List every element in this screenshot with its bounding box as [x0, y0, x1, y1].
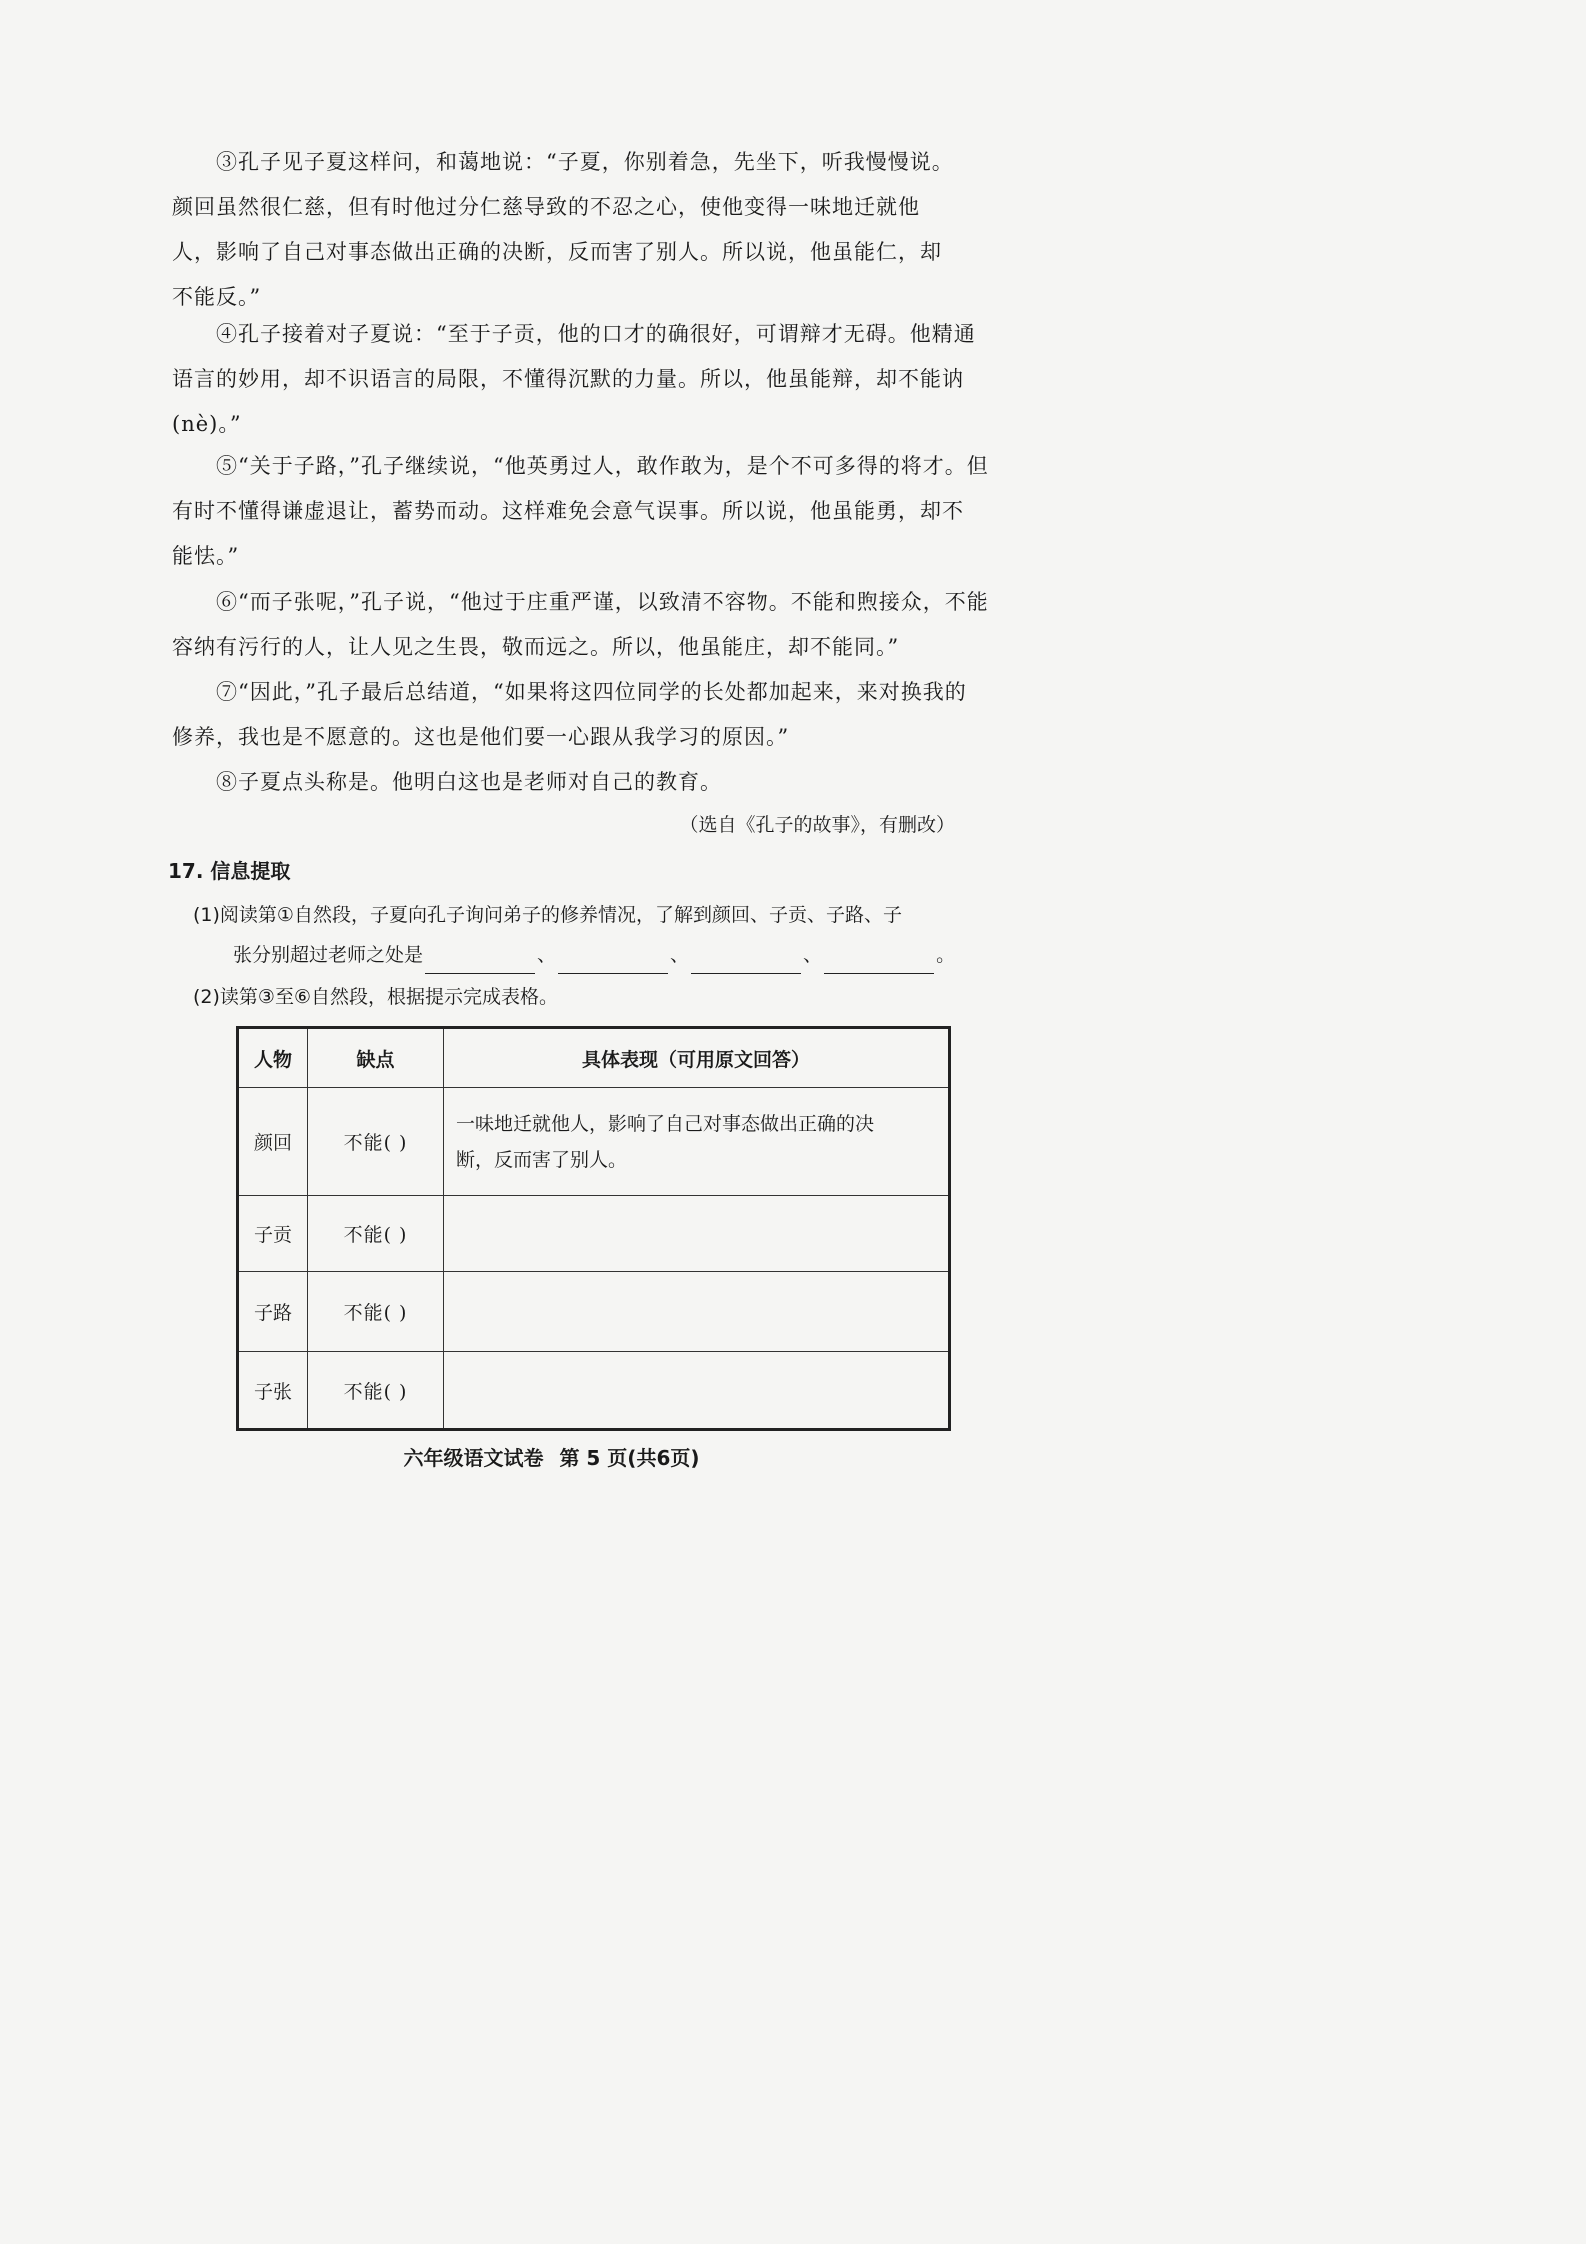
table-header-row: [238, 1028, 950, 1088]
question-2: (2)读第③至⑥自然段，根据提示完成表格。: [193, 986, 558, 1008]
flaw-cell[interactable]: 不能( ): [308, 1272, 444, 1352]
answer-blank-4[interactable]: [824, 949, 934, 974]
text-line: (nè)。”: [172, 412, 242, 436]
text-line: 有时不懂得谦虚退让，蓄势而动。这样难免会意气误事。所以说，他虽能勇，却不: [172, 499, 964, 523]
table-row: [238, 1272, 950, 1352]
exam-title: 六年级语文试卷: [403, 1446, 544, 1470]
person-cell: 子路: [238, 1272, 308, 1352]
separator: 、: [670, 944, 690, 966]
text-line: ③孔子见子夏这样问，和蔼地说：“子夏，你别着急，先坐下，听我慢慢说。: [216, 150, 954, 174]
text-line: 语言的妙用，却不识语言的局限，不懂得沉默的力量。所以，他虽能辩，却不能讷: [172, 367, 964, 391]
text-line: ④孔子接着对子夏说：“至于子贡，他的口才的确很好，可谓辩才无碍。他精通: [216, 322, 976, 346]
separator: 、: [537, 944, 557, 966]
detail-line: 一味地迁就他人，影响了自己对事态做出正确的决: [456, 1112, 875, 1135]
detail-cell[interactable]: [444, 1196, 950, 1272]
exam-page: [0, 0, 1103, 1561]
header-person: 人物: [238, 1028, 308, 1088]
detail-cell[interactable]: [444, 1272, 950, 1352]
detail-cell[interactable]: [444, 1352, 950, 1430]
page-number: 第 5 页(共6页): [559, 1446, 700, 1470]
table-row: [238, 1352, 950, 1430]
text-line: ⑦“因此，”孔子最后总结道，“如果将这四位同学的长处都加起来，来对换我的: [216, 680, 967, 704]
period: 。: [936, 944, 956, 966]
person-cell: 子贡: [238, 1196, 308, 1272]
question-1-line-1: (1)阅读第①自然段，子夏向孔子询问弟子的修养情况，了解到颜回、子贡、子路、子: [193, 904, 902, 926]
question-1-line-2: [233, 936, 1013, 974]
text-line: ⑧子夏点头称是。他明白这也是老师对自己的教育。: [216, 770, 722, 794]
paragraph-6: [172, 580, 989, 670]
paragraph-7: [172, 670, 967, 760]
table-row: [238, 1196, 950, 1272]
text-line: 人，影响了自己对事态做出正确的决断，反而害了别人。所以说，他虽能仁，却: [172, 240, 942, 264]
flaw-cell[interactable]: 不能( ): [308, 1352, 444, 1430]
answer-blank-3[interactable]: [691, 949, 801, 974]
text-line: 容纳有污行的人，让人见之生畏，敬而远之。所以，他虽能庄，却不能同。”: [172, 635, 900, 659]
text-line: 颜回虽然很仁慈，但有时他过分仁慈导致的不忍之心，使他变得一味地迁就他: [172, 195, 920, 219]
question-1-prefix: 张分别超过老师之处是: [233, 944, 424, 966]
detail-cell: [444, 1088, 950, 1196]
page-footer: [0, 1439, 1103, 1477]
header-detail: 具体表现（可用原文回答）: [444, 1028, 950, 1088]
answer-blank-1[interactable]: [425, 949, 535, 974]
table-row: [238, 1088, 950, 1196]
person-cell: 颜回: [238, 1088, 308, 1196]
answer-blank-2[interactable]: [558, 949, 668, 974]
separator: 、: [803, 944, 823, 966]
paragraph-3: [172, 140, 962, 320]
text-line: ⑤“关于子路，”孔子继续说，“他英勇过人，敢作敢为，是个不可多得的将才。但: [216, 454, 989, 478]
paragraph-4: [172, 312, 976, 447]
source-citation: （选自《孔子的故事》，有删改）: [679, 814, 955, 836]
text-line: 不能反。”: [172, 285, 262, 309]
answer-table: [236, 1026, 951, 1431]
flaw-cell[interactable]: 不能( ): [308, 1196, 444, 1272]
person-cell: 子张: [238, 1352, 308, 1430]
text-line: 修养，我也是不愿意的。这也是他们要一心跟从我学习的原因。”: [172, 725, 790, 749]
header-flaw: 缺点: [308, 1028, 444, 1088]
detail-line: 断，反而害了别人。: [456, 1148, 628, 1171]
paragraph-5: [172, 444, 989, 579]
text-line: ⑥“而子张呢，”孔子说，“他过于庄重严谨，以致清不容物。不能和煦接众，不能: [216, 590, 989, 614]
text-line: 能怯。”: [172, 544, 240, 568]
paragraph-8: [172, 760, 962, 805]
flaw-cell[interactable]: 不能( ): [308, 1088, 444, 1196]
question-title: 17. 信息提取: [168, 859, 291, 883]
